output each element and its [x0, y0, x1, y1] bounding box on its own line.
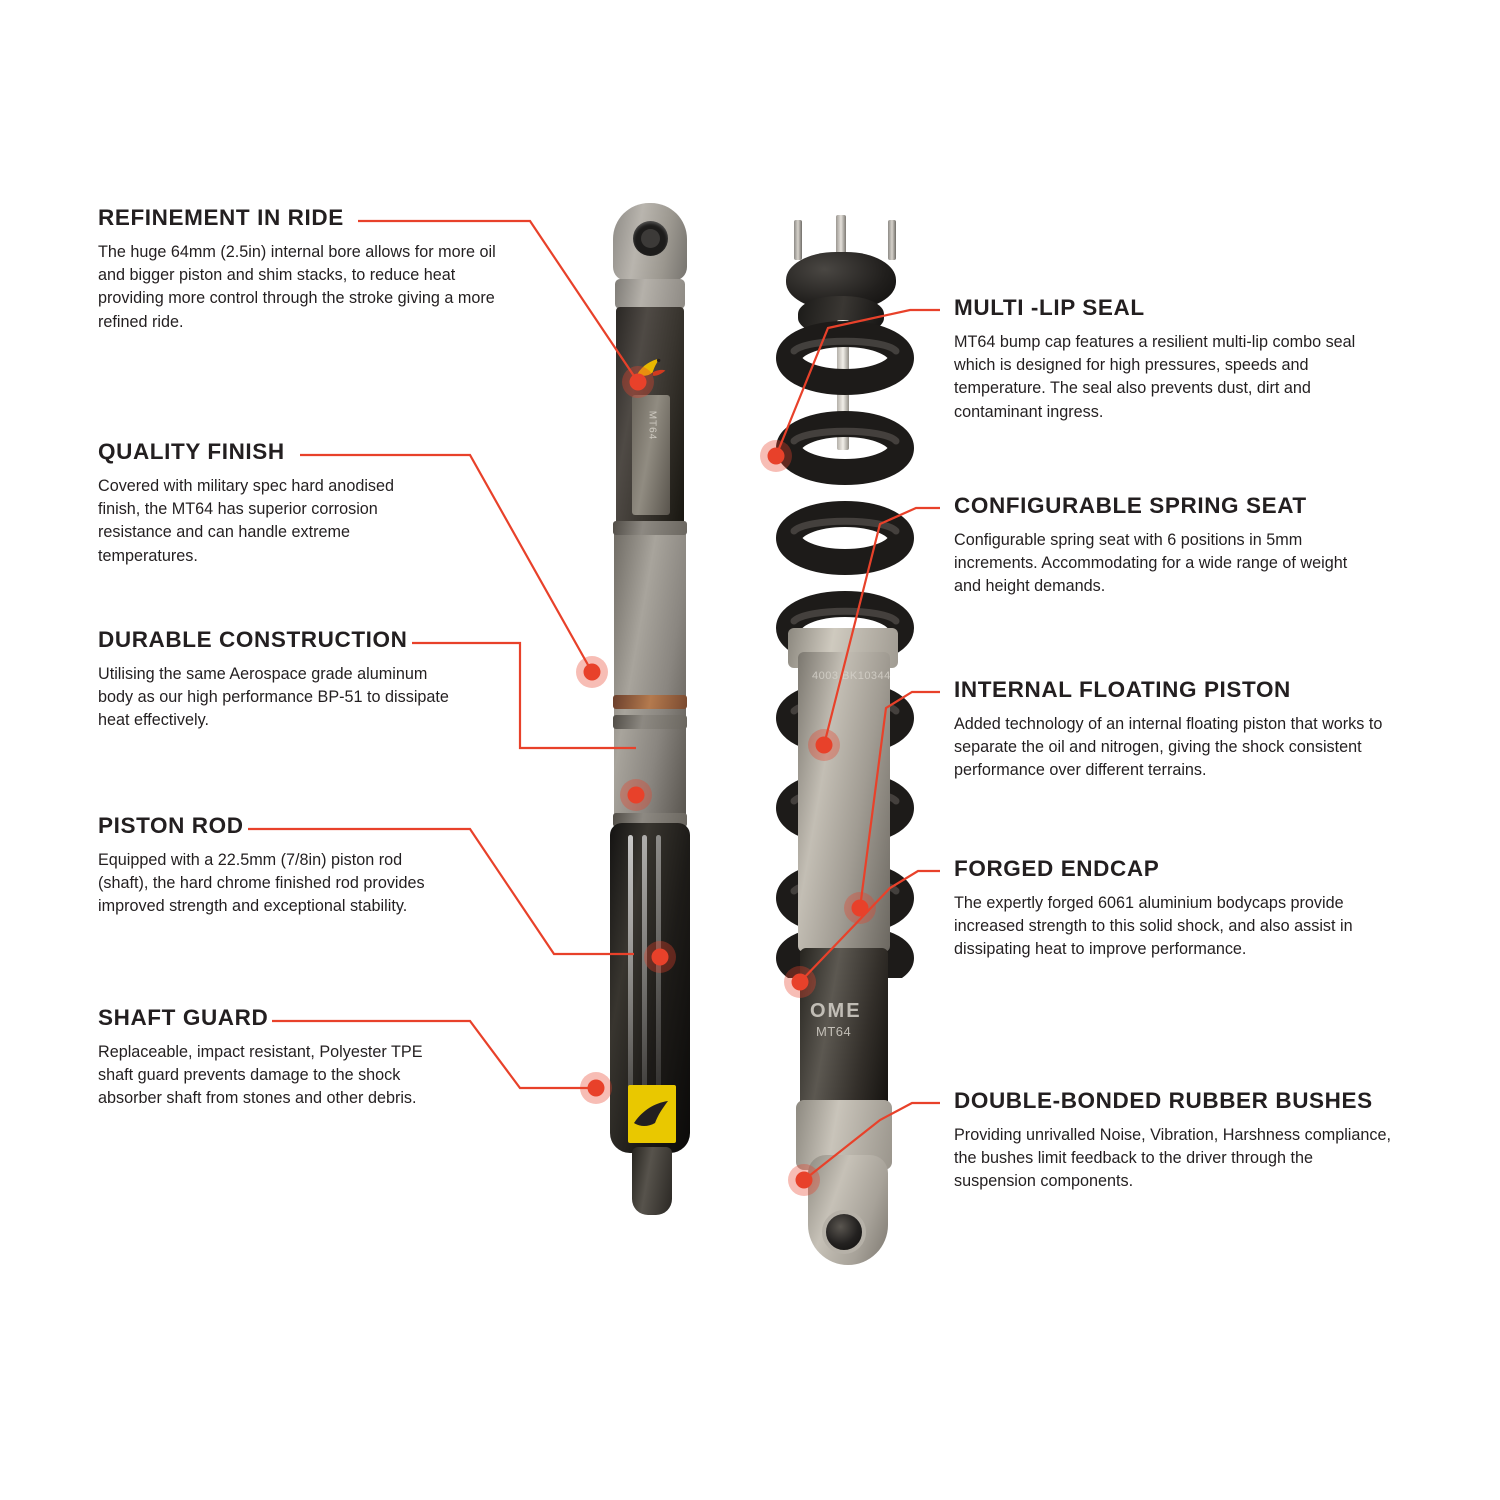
callout-multi-lip-seal: [954, 296, 1364, 424]
callout-body: Added technology of an internal floating piston that works to separate the oil and nitrogen, giving the shock consistent performance over different terrains.: [954, 714, 1383, 780]
callout-title: PISTON ROD: [98, 813, 244, 838]
callout-title: REFINEMENT IN RIDE: [98, 205, 344, 230]
callout-body: Providing unrivalled Noise, Vibration, Harshness compliance, the bushes limit feedback to the driver through the suspension components.: [954, 1125, 1391, 1191]
callout-double-bonded-rubber-bushes: [954, 1089, 1394, 1194]
ome-bird-logo-icon: [634, 353, 668, 383]
callout-body: MT64 bump cap features a resilient multi-lip combo seal which is designed for high pressures, speeds and temperature. The seal also prevents dust, dirt and contaminant ingress.: [954, 332, 1356, 421]
double-bonded-rubber-bush: [822, 1210, 866, 1254]
callout-title: CONFIGURABLE SPRING SEAT: [954, 493, 1307, 518]
callout-durable-construction: [98, 628, 453, 733]
callout-title: QUALITY FINISH: [98, 439, 285, 464]
left-shock-decal-text: MT64: [646, 410, 658, 441]
shock-absorber-left: [580, 195, 720, 1245]
callout-title: FORGED ENDCAP: [954, 856, 1160, 881]
top-stud-left: [794, 220, 802, 260]
body-ring-upper: [613, 521, 687, 535]
lower-mount: [632, 1147, 672, 1215]
callout-title: DOUBLE-BONDED RUBBER BUSHES: [954, 1088, 1373, 1113]
callout-quality-finish: [98, 440, 428, 568]
top-eyelet-bush: [633, 221, 668, 256]
top-stud-right: [888, 220, 896, 260]
label-bird-icon: [628, 1085, 676, 1143]
callout-title: INTERNAL FLOATING PISTON: [954, 677, 1291, 702]
callout-title: SHAFT GUARD: [98, 1005, 269, 1030]
callout-body: The huge 64mm (2.5in) internal bore allows for more oil and bigger piston and shim stacks, to reduce heat providing more control through the stroke giving a more refined ride.: [98, 242, 496, 331]
callout-piston-rod: [98, 814, 448, 919]
callout-title: DURABLE CONSTRUCTION: [98, 627, 408, 652]
callout-body: Covered with military spec hard anodised finish, the MT64 has superior corrosion resistance and can handle extreme temperatures.: [98, 476, 395, 565]
callout-body: Replaceable, impact resistant, Polyester TPE shaft guard prevents damage to the shock absorber shaft from stones and other debris.: [98, 1042, 423, 1108]
callout-forged-endcap: [954, 857, 1404, 962]
body-ring-mid: [613, 715, 687, 729]
callout-body: The expertly forged 6061 aluminium bodycaps provide increased strength to this solid shock, and also assist in dissipating heat to improve performance.: [954, 893, 1353, 959]
strut-body: [798, 652, 890, 952]
callout-title: MULTI -LIP SEAL: [954, 295, 1145, 320]
ome-brand-text: OME: [810, 1000, 862, 1022]
callout-internal-floating-piston: [954, 678, 1399, 783]
callout-body: Configurable spring seat with 6 positions in 5mm increments. Accommodating for a wide range of weight and height demands.: [954, 530, 1348, 596]
internal-piston-band: [613, 695, 687, 709]
callout-refinement-in-ride: [98, 206, 498, 334]
mt64-model-text: MT64: [816, 1024, 852, 1039]
aluminium-body: [614, 525, 686, 825]
strut-code-text: 4003 BK10344: [812, 670, 891, 682]
callout-body: Utilising the same Aerospace grade aluminum body as our high performance BP-51 to dissipate heat effectively.: [98, 664, 449, 730]
upper-collar: [615, 279, 685, 309]
product-illustration: [560, 195, 960, 1255]
callout-shaft-guard: [98, 1006, 453, 1111]
callout-body: Equipped with a 22.5mm (7/8in) piston rod (shaft), the hard chrome finished rod provides improved strength and exceptional stability.: [98, 850, 425, 916]
coilover-strut-right: [750, 200, 940, 1260]
warning-label: [628, 1085, 676, 1143]
callout-configurable-spring-seat: [954, 494, 1374, 599]
